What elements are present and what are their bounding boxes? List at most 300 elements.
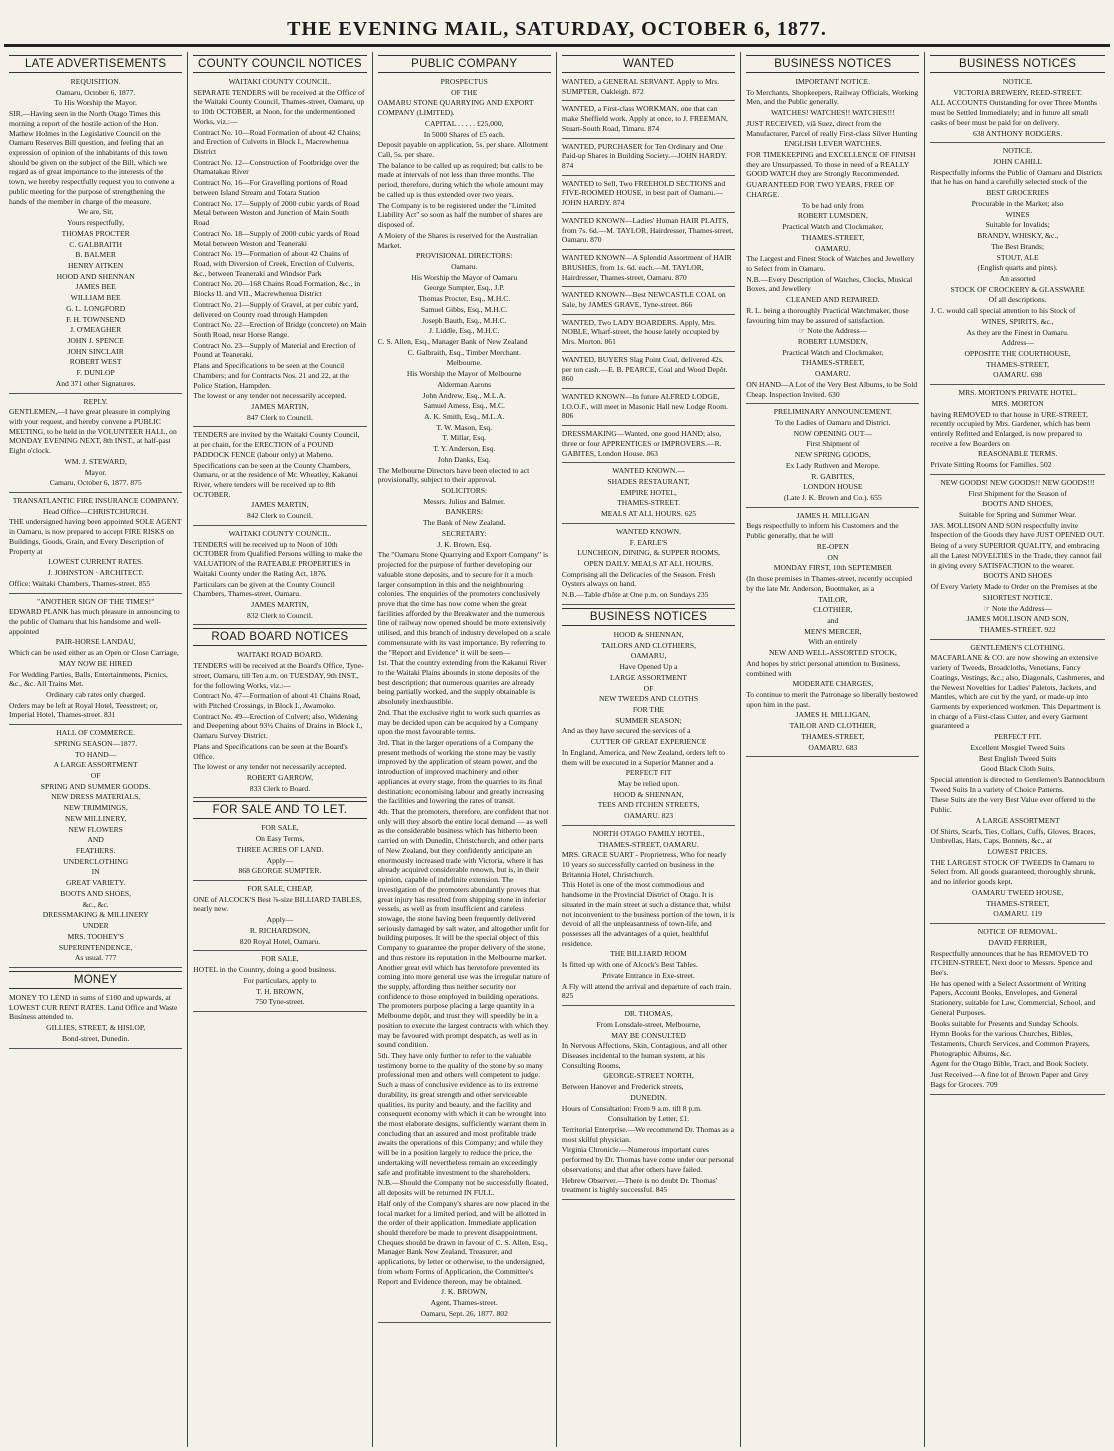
ad-line: With an entirely xyxy=(808,637,858,647)
ad-line: To be had only from xyxy=(801,200,864,210)
ad-line: George Sumpter, Esq., J.P. xyxy=(423,283,505,293)
ad-line: JAMES MARTIN, xyxy=(251,500,309,510)
ad-line: Contract No. 10—Road Formation of about 42 Chains; and Erection of Culverts in Block I., Macrewhenua District xyxy=(193,127,361,157)
ad-line: JAMES H. MILLIGAN, xyxy=(795,710,871,720)
ad-line: NEW FLOWERS xyxy=(68,824,123,834)
ad-line: GREAT VARIETY. xyxy=(65,878,126,888)
ad-line: ALL ACCOUNTS Outstanding for over Three Months must be Settled Immediately; and in future all small casks of beer must be paid for on delivery. xyxy=(930,98,1098,127)
ad-line: Apply— xyxy=(266,915,294,925)
section-ad xyxy=(562,466,735,524)
ad-line: C. Galbraith, Esq., Timber Merchant. xyxy=(407,347,521,357)
ad-line: GILLIES, STREET, & HISLOP, xyxy=(46,1023,146,1033)
ad-line: WANTED KNOWN—In future ALFRED LODGE, I.O.O.F., will meet in Masonic Hall new Lodge Room. 806 xyxy=(561,391,728,421)
ad-line: To His Worship the Mayor. xyxy=(54,98,137,108)
ad-line: The "Oamaru Stone Quarrying and Export Company" is projected for the purpose of further developing our valuable stone deposits, and to secure for it a much larger consumption in this and the neighbouring colonies. The enquiries of the promoters conclusively prove that the time has now come when the great facilities afforded by the Breakwater and the numerous line of railway now opened should be more extensively utilised, and this branch of industry developed on a scale commensurate with its vast importance. By referring to the "Report and Evidence" it will be seen— xyxy=(377,550,551,657)
ad-line: DUNEDIN. xyxy=(630,1092,667,1102)
ad-line: WANTED, PURCHASER for Ten Ordinary and One Paid-up Shares in Building Society.—JOHN HARDY. 874 xyxy=(561,141,727,171)
ad-line: OAMARU STONE QUARRYING AND EXPORT COMPANY (LIMITED). xyxy=(377,98,534,118)
section-heading: WANTED xyxy=(562,55,735,73)
ad-line: As they are the Finest in Oamaru. xyxy=(966,327,1069,337)
ad-line: Suitable for Spring and Summer Wear. xyxy=(958,510,1077,520)
ad-line: CLEANED AND REPAIRED. xyxy=(786,295,880,305)
ad-line: N.B.—Every Description of Watches, Clocks, Musical Boxes, and Jewellery xyxy=(746,274,913,294)
ad-line: Specifications can be seen at the County Chambers, Oamaru, or at the residence of Mr. Wheatley, Kakanui River, where tenders will be received up to 8th OCTOBER. xyxy=(193,460,358,499)
ad-line: A Moiety of the Shares is reserved for the Australian Market. xyxy=(377,230,538,250)
section2-ad xyxy=(562,630,735,826)
ad-title: WANTED KNOWN.— xyxy=(612,466,685,476)
ad-line: WINES xyxy=(1005,209,1030,219)
ad-line: TENDERS are invited by the Waitaki County Council, at per chain, for the ERECTION of a POUND PADDOCK FENCE (labour only) at Maheno. xyxy=(193,430,360,459)
ad-line: TAILOR AND CLOTHIER, xyxy=(789,721,877,731)
section-heading: PUBLIC COMPANY xyxy=(378,55,551,73)
ad-line: BOOTS AND SHOES, xyxy=(982,499,1053,509)
ad-line: OF THE xyxy=(451,87,478,97)
ad-line: OAMARU TWEED HOUSE, xyxy=(972,887,1064,897)
ad-line: CAPITAL . . . . . £25,000, xyxy=(424,118,504,128)
section-ad xyxy=(746,77,919,404)
ad-title: WANTED KNOWN. xyxy=(616,526,682,536)
ad-line: J. C. would call special attention to his Stock of xyxy=(930,306,1076,316)
ad-line: THE undersigned having been appointed SOLE AGENT in Oamaru, is now prepared to accept FIRE RISKS on Buildings, Goods, Grain, and Every Description of Property at xyxy=(9,517,182,556)
section-ad xyxy=(562,77,735,101)
ad-line: Contract No. 47—Formation of about 41 Chains Road, with Pitched Crossings, in Block I., Awamoko. xyxy=(193,691,361,710)
ad-line: BOOTS AND SHOES xyxy=(983,571,1053,581)
ad-line: The Bank of New Zealand. xyxy=(423,518,506,528)
ad-line: JAMES MARTIN, xyxy=(251,599,309,609)
ad-line: NEW AND WELL-ASSORTED STOCK, xyxy=(768,648,897,658)
section-ad xyxy=(562,392,735,426)
ad-line: Orders may be left at Royal Hotel, Teesstreet; or, Imperial Hotel, Thames-street. 831 xyxy=(9,700,158,720)
ad-line: BOOTS AND SHOES, xyxy=(60,888,131,898)
ad-line: DAVID FERRIER, xyxy=(988,937,1047,947)
ad-line: B. BALMER xyxy=(75,250,116,260)
ad-line: ROBERT GARROW, xyxy=(246,773,314,782)
ad-line: Contract No. 16—For Gravelling portions of Road between Island Stream and Totara Station xyxy=(193,178,348,197)
column-business-notices-1 xyxy=(741,52,925,1447)
section-ad xyxy=(562,290,735,314)
ad-line: FOR THE xyxy=(632,704,665,714)
ad-line: SPRING SEASON—1877. xyxy=(54,738,138,748)
section-ad xyxy=(9,597,182,726)
ad-line: Mayor. xyxy=(84,467,107,477)
ad-line: WANTED, a First-class WORKMAN, one that can make Sheffield work. Apply at once, to J. FREEMAN, Stuart-South Road, Timaru. 874 xyxy=(561,104,728,133)
ad-line: ROBERT LUMSDEN, xyxy=(797,211,868,221)
ad-line: Private Entrance in Exe-street. xyxy=(602,970,695,980)
section-ad xyxy=(193,529,366,625)
column-late-advertisements xyxy=(4,52,188,1447)
ad-line: MEALS AT ALL HOURS. 625 xyxy=(600,509,697,519)
ad-line: To Merchants, Shopkeepers, Railway Officials, Working Men, and the Public generally. xyxy=(746,87,919,107)
ad-line: JOHN CAHILL xyxy=(993,157,1043,167)
ad-line: DRESSMAKING—Wanted, one good HAND; also, three or four APPRENTICES or IMPROVERS.—R. GABITES, London House. 863 xyxy=(561,429,722,458)
ad-line: Excellent Mosgiel Tweed Suits xyxy=(970,742,1065,752)
ad-line: SOLICITORS: xyxy=(441,486,488,496)
column-business-notices-2 xyxy=(925,52,1109,1447)
ad-line: UNDER xyxy=(82,921,109,931)
ad-line: We are, Sir, xyxy=(77,207,114,217)
ad-title: WAITAKI COUNTY COUNCIL. xyxy=(228,528,332,538)
ad-line: HENRY AITKEN xyxy=(68,260,124,270)
ad-line: C. GALBRAITH xyxy=(69,239,123,249)
ad-line: Contract No. 21—Supply of Gravel, at per cubic yard, delivered on County road through Hampden xyxy=(193,299,359,319)
ad-line: WANTED, BUYERS Slag Point Coal, delivered 42s. per ton cash.—E. B. PEARCE, Coal and Wood Depôt. 860 xyxy=(561,354,728,384)
ad-line: Address— xyxy=(1001,338,1034,348)
section-ad xyxy=(9,728,182,968)
section-ad xyxy=(562,355,735,389)
ad-line: Between Hanover and Frederick streets, xyxy=(561,1082,684,1092)
section-ad xyxy=(562,253,735,287)
ad-line: ENGLISH LEVER WATCHES. xyxy=(784,139,882,149)
ad-line: Practical Watch and Clockmaker, xyxy=(782,347,884,357)
ad-line: SHORTEST NOTICE. xyxy=(982,592,1053,602)
ad-line: NEW SPRING GOODS, xyxy=(794,450,871,460)
ad-line: Comprising all the Delicacies of the Season. Fresh Oysters always on hand. xyxy=(561,569,716,589)
section-heading: BUSINESS NOTICES xyxy=(746,55,919,73)
ad-line: The balance to be called up as required; but calls to be made at intervals of not less than three months. The period, therefore, during which the whole amount may be called up is thus extended over two years. xyxy=(377,160,544,199)
ad-line: Oamaru, October 6, 1877. xyxy=(56,87,136,97)
ad-line: 3rd. That in the larger operations of a Company the present methods of working the stone may be vastly improved by the application of steam power, and the introduction of improved machinery and other appliances at every stage, from the quarries to its final destination; economising labour and greatly increasing the facilities and lowering the rates of transit. xyxy=(377,738,544,806)
column-wanted xyxy=(557,52,741,1447)
ad-line: IN xyxy=(91,867,100,877)
ad-line: Messrs. Julius and Balmer. xyxy=(423,496,506,506)
ad-line: Samuel Amess, Esq., M.C. xyxy=(423,401,505,411)
ad-line: LARGE ASSORTMENT xyxy=(610,672,688,682)
ad-line: FOR TIMEKEEPING and EXCELLENCE OF FINISH they are Unsurpassed. To those in need of a REALLY GOOD WATCH they are Strongly Recommended. xyxy=(746,150,916,179)
ad-line: An assorted xyxy=(999,273,1036,283)
section-heading: BUSINESS NOTICES xyxy=(930,55,1104,73)
ad-line: MONDAY FIRST, 10th SEPTEMBER xyxy=(773,563,892,573)
ad-line: JAMES MOLLISON AND SON, xyxy=(966,614,1069,624)
ad-title: NORTH OTAGO FAMILY HOTEL, xyxy=(592,828,705,838)
ad-line: EDWARD PLANK has much pleasure in announcing to the public of Oamaru that his handsome and well-appointed xyxy=(9,607,180,636)
ad-line: OAMARU. xyxy=(815,243,851,253)
ad-line: HOTEL in the Country, doing a good business. xyxy=(193,965,337,975)
section-ad xyxy=(9,77,182,394)
ad-line: Best English Tweed Suits xyxy=(978,753,1057,763)
ad-title: FOR SALE, xyxy=(261,823,299,833)
section-ad xyxy=(746,407,919,507)
ad-line: Ex Lady Ruthven and Merope. xyxy=(785,460,880,470)
ad-line: MODERATE CHARGES, xyxy=(792,679,874,689)
section-ad xyxy=(9,496,182,593)
ad-line: PROVISIONAL DIRECTORS: xyxy=(416,251,513,261)
ad-line: WANTED to Sell, Two FREEHOLD SECTIONS and FIVE-ROOMED HOUSE, in best part of Oamaru.—JOHN HARDY. 874 xyxy=(561,178,726,208)
ad-line: T. Millar, Esq. xyxy=(442,433,487,443)
ad-line: T. H. BROWN, xyxy=(256,986,304,996)
ad-line: Virginia Chronicle.—Numerous important cures performed by Dr. Thomas have come under our personal observations; and that after others have failed. xyxy=(561,1145,735,1174)
ad-line: A LARGE ASSORTMENT xyxy=(975,815,1060,825)
ad-title: NOTICE. xyxy=(1002,77,1033,86)
ad-line: NEW MILLINERY, xyxy=(64,813,127,823)
ad-line: Hymn Books for the various Churches, Bibles, Testaments, Church Services, and Common Prayers, Photographic Albums, &c. xyxy=(930,1029,1090,1058)
ad-line: NEW DRESS MATERIALS, xyxy=(51,792,141,802)
ad-line: Yours respectfully, xyxy=(67,218,125,228)
ad-line: Thomas Procter, Esq., M.H.C. xyxy=(418,294,511,304)
ad-title: NOTICE. xyxy=(1002,146,1033,156)
ad-line: OAMARU. 119 xyxy=(993,909,1042,919)
ad-line: TAILOR, xyxy=(818,594,848,604)
ad-line: And hopes by strict personal attention to Business, combined with xyxy=(746,658,901,678)
ad-line: Samuel Gibbs, Esq., M.H.C. xyxy=(420,304,508,314)
ad-line: Is fitted up with one of Alcock's Best Tables. xyxy=(561,960,698,970)
money-ad xyxy=(9,993,182,1049)
section-ad xyxy=(562,527,735,605)
section2-ad xyxy=(562,829,735,1006)
ad-line: Have Opened Up a xyxy=(619,662,678,672)
ad-line: 1st. That the country extending from the Kakanui River to the Waitaki Plains abounds in stone deposits of the best description; that numerous quarries are already being partially worked, and the supply obtainable is absolutely inexhaustible. xyxy=(377,658,547,707)
section-heading: BUSINESS NOTICES xyxy=(562,608,735,626)
ad-line: Alderman Aarons xyxy=(437,379,492,389)
ad-line: WANTED, Two LADY BOARDERS. Apply, Mrs. NOBLE, Wharf-street, the house lately occupied by Mrs. Morton. 861 xyxy=(561,317,720,347)
ad-line: GENTLEMEN,—I have great pleasure in complying with your request, and hereby convene a PUBLIC MEETING, to be held in the VOLUNTEER HALL, on MONDAY EVENING NEXT, 8th INST., at half-past Eight o'clock. xyxy=(9,407,177,456)
ad-title: NEW GOODS! NEW GOODS!! NEW GOODS!!! xyxy=(940,477,1095,487)
ad-line: Consultation by Letter, £1. xyxy=(607,1114,690,1124)
ad-title: TRANSATLANTIC FIRE INSURANCE COMPANY. xyxy=(12,496,179,506)
ad-line: Begs respectfully to inform his Customers and the Public generally, that he will xyxy=(746,521,899,541)
ad-line: BEST GROCERIES xyxy=(986,188,1049,198)
ad-line: In England, America, and New Zealand, orders left to them will be executed in a Superior Manner and a xyxy=(561,747,725,767)
ad-line: In 5000 Shares of £5 each. xyxy=(423,129,505,139)
column-public-company xyxy=(373,52,557,1447)
ad-line: MACFARLANE & CO. are now showing an extensive variety of Tweeds, Broadcloths, Venetians, Fancy Coatings, Vestings, &c.; also, Diagonals, Cashmeres, and the Newest Novelties for Ladies' Paletots, Jackets, and Mantles, which are cut by the yard, or made-up into Garments by experienced workmen. This Department is in charge of a First-class Cutter, and every Garment guaranteed a xyxy=(930,653,1105,731)
ad-line: Procurable in the Market; also xyxy=(971,198,1064,208)
ad-line: NEW TWEEDS AND CLOTHS xyxy=(599,694,699,704)
ad-line: Camaru, October 6, 1877. 875 xyxy=(49,478,142,488)
ad-line: Ordinary cab rates only charged. xyxy=(46,689,146,699)
ad-title: REQUISITION. xyxy=(70,77,121,86)
ad-line: OF xyxy=(90,771,101,780)
ad-line: EMPIRE HOTEL, xyxy=(620,487,677,497)
section-ad xyxy=(193,430,366,525)
ad-line: 832 Clerk to Council. xyxy=(247,610,313,620)
ad-line: DRESSMAKING & MILLINERY xyxy=(42,910,149,920)
ad-line: He has opened with a Select Assortment of Writing Papers, Account Books, Envelopes, and General Stationery, suitable for Law, Commercial, School, and General Purposes. xyxy=(930,978,1096,1017)
ad-line: THREE ACRES OF LAND. xyxy=(236,844,324,854)
ad-line: J. Liddle, Esq., M.H.C. xyxy=(429,326,500,336)
ad-line: OAMARU. 683 xyxy=(808,742,858,752)
ad-line: Contract No. 18—Supply of 2000 cubic yards of Road Metal between Weston and Teaneraki xyxy=(193,228,360,248)
ad-line: SUMMER SEASON; xyxy=(615,715,682,725)
ad-line: THAMES-STREET, xyxy=(801,232,865,242)
ad-line: 4th. That the promoters, therefore, are confident that not only will they absorb the entire local demand — as well as the considerable business which has hitherto been carried on with Dunedin, Christchurch, and other parts of New Zealand, but they confidently anticipate an enormously increased trade with Victoria, where it has already acquired considerable renown, but is, in their opinion, capable of indefinite extension. The investigation of the promoters abundantly proves that great injury has resulted from shipping stone in inferior vessels, as well as from insufficient and careless stowage, the stone having been frequently delivered seriously damaged by salt water, and altogether unfit for building purposes. It will be the special object of this Company to guarantee the proper delivery of the stone, and thus restore its reputation in the Melbourne market. Another great evil which has heretofore prevented its coming into more general use was the irregular nature of the supply, affording thus neither security nor confidence to those employed in building operations. The promoters purpose placing a large quantity in a Melbourne depôt, and trust they will speedily be in a position to execute the largest contracts with which they may be favoured with prompt despatch, as well as in sound condition. xyxy=(377,807,550,1050)
ad-line: And 371 other Signatures. xyxy=(55,378,136,388)
ad-line: The Best Brands; xyxy=(991,241,1044,251)
ad-line: Respectfully announces that he has REMOVED TO ITCHEN-STREET, Next door to Messrs. Spence and Bee's. xyxy=(930,948,1093,977)
ad-line: WANTED KNOWN—Ladies' Human HAIR PLAITS, from 7s. 6d.—M. TAYLOR, Hairdresser, Thames-street, Oamaru. 870 xyxy=(561,215,734,245)
ad-line: Just Received—A fine lot of Brown Paper and Grey Bags for Grocers. 709 xyxy=(930,1070,1089,1089)
ad-line: Bond-street, Dunedin. xyxy=(62,1033,130,1043)
ad-line: John Andrew, Esq., M.L.A. xyxy=(422,390,506,400)
ad-line: OPPOSITE THE COURTHOUSE, xyxy=(964,348,1071,358)
ad-line: Which can be used either as an Open or Close Carriage, xyxy=(9,648,179,658)
ad-line: SEPARATE TENDERS will be received at the Office of the Waitaki County Council, Thames-street, Oamaru, up to 10th OCTOBER, at Noon, for the undermentioned Works, viz.:— xyxy=(193,87,365,126)
ad-line: JUST RECEIVED, viâ Suez, direct from the Manufacturer, Parcel of really First-class Silver Hunting xyxy=(746,118,918,138)
ad-line: The Largest and Finest Stock of Watches and Jewellery to Select from in Oamaru. xyxy=(746,254,915,273)
ad-line: Of all descriptions. xyxy=(988,295,1047,305)
ad-line: REASONABLE TERMS. xyxy=(978,449,1058,459)
column-county-council xyxy=(188,52,372,1447)
ad-title: GENTLEMEN'S CLOTHING. xyxy=(970,642,1065,652)
ad-line: &c., &c. xyxy=(82,899,109,909)
section-ad xyxy=(562,318,735,352)
ad-line: May be relied upon. xyxy=(617,778,680,788)
ad-line: From Lonsdale-street, Melbourne, xyxy=(596,1019,701,1029)
ad-line: LOWEST CURRENT RATES. xyxy=(48,557,144,567)
ad-line: ONE of ALCOCK'S Best ⅞-size BILLIARD TABLES, nearly new. xyxy=(193,894,362,914)
ad-line: J. JOHNSTON · ARCHITECT. xyxy=(47,568,144,578)
ad-title: FOR SALE, CHEAP, xyxy=(247,884,313,894)
ad-line: R. L. being a thoroughly Practical Watchmaker, those favouring him may be assured of satisfaction. xyxy=(746,305,909,325)
ad-line: GUARANTEED FOR TWO YEARS, FREE OF CHARGE. xyxy=(746,180,895,199)
ad-line: And as they have secured the services of a xyxy=(561,726,691,736)
ad-line: HOOD & SHENNAN, xyxy=(613,789,684,799)
ad-line: Contract No. 17—Supply of 2000 cubic yards of Road Metal between Weston and Junction of Main South Road xyxy=(193,198,360,228)
section-ad xyxy=(562,429,735,463)
ad-title: NOTICE OF REMOVAL. xyxy=(977,927,1058,937)
ad-line: VICTORIA BREWERY, REED-STREET. xyxy=(953,87,1082,97)
ad-line: WANTED KNOWN—Best NEWCASTLE COAL on Sale, by JAMES GRAVE, Tyne-street. 866 xyxy=(561,290,726,309)
ad-line: TEES AND ITCHEN STREETS, xyxy=(597,800,700,810)
ad-line: THAMES-STREET, xyxy=(986,898,1050,908)
ad-line: His Worship the Mayor of Oamaru xyxy=(411,272,518,282)
ad-line: This Hotel is one of the most commodious and handsome in the Provincial District of Otago. It is situated in the main street at such a distance that, whilst not inconvenient to the business portion of the town, it is devoid of all the unpleasantness of town-life, and possesses all the advantages of a quiet, healthful residence. xyxy=(561,880,735,948)
ad-line: CLOTHIER, xyxy=(813,605,853,615)
section3-ad xyxy=(193,823,366,881)
ad-title: "ANOTHER SIGN OF THE TIMES!" xyxy=(37,596,155,606)
ad-line: STOCK OF CROCKERY & GLASSWARE xyxy=(950,284,1085,294)
ad-line: The lowest or any tender not necessarily accepted. xyxy=(193,762,347,772)
ad-line: A Fly will attend the arrival and departure of each train. 825 xyxy=(561,981,732,1001)
ad-line: Practical Watch and Clockmaker, xyxy=(782,222,884,232)
ad-line: (Late J. K. Brown and Co.). 655 xyxy=(783,493,882,503)
ad-title: REPLY. xyxy=(83,396,108,406)
ad-line: 638 ANTHONY RODGERS. xyxy=(972,128,1063,138)
ad-line: 868 GEORGE SUMPTER. xyxy=(238,866,322,876)
section-ad xyxy=(562,142,735,176)
ad-line: THE LARGEST STOCK OF TWEEDS In Oamaru to Select from. All goods guaranteed, thoroughly shrunk, and no inferior goods kept. xyxy=(930,857,1096,887)
ad-line: OAMARU. xyxy=(815,369,851,379)
section-heading: MONEY xyxy=(9,971,182,989)
ad-line: TAILORS AND CLOTHIERS, xyxy=(601,640,697,650)
ad-line: Hebrew Observer.—There is no doubt Dr. Thomas' treatment is highly successful. 845 xyxy=(561,1175,718,1195)
ad-line: F. DUNLOP xyxy=(76,368,115,378)
section3-ad xyxy=(193,884,366,951)
ad-line: NOW OPENING OUT— xyxy=(793,428,872,438)
ad-line: THAMES-STREET, xyxy=(986,359,1050,369)
ad-line: BANKERS: xyxy=(445,507,484,517)
ad-line: To continue to merit the Patronage so liberally bestowed upon him in the past. xyxy=(746,689,918,709)
ad-line: TENDERS will be received at the Board's Office, Tyne-street, Oamaru, till Ten a.m. on TUESDAY, 9th INST., for the following Works, viz.:— xyxy=(193,661,364,690)
ad-line: UNDERCLOTHING xyxy=(63,856,129,866)
ad-line: Being of a very SUPERIOR QUALITY, and embracing all the Latest NOVELTIES in the Trade, they cannot fail in giving every SATISFACTION to the wearer. xyxy=(930,541,1102,570)
ad-line: TENDERS will be received up to Noon of 10th OCTOBER from Qualified Persons willing to make the VALUATION of the RATEABLE PROPERTIES in Waitaki County under the Rating Act, 1876. xyxy=(193,539,363,578)
ad-line: JOHN SINCLAIR xyxy=(67,346,124,356)
ad-line: GEORGE-STREET NORTH, xyxy=(603,1071,694,1081)
ad-title: DR. THOMAS, xyxy=(624,1009,673,1019)
ad-line: 5th. They have only further to refer to the valuable testimony borne to the quality of the stone by so many professional men and others well competent to judge. Such a mass of conclusive evidence as to its extreme durability, its great strength and other serviceable qualities, its purity and beauty, and the facility and consequent economy with which it can be wrought into the most elaborate designs, sufficiently warrant them in concluding that an assured and most profitable trade awaits the operations of this Company; and while they will be in a position largely to reduce the price, the undertaking will nevertheless remain an exceedingly safe and profitable investment to the shareholders. xyxy=(377,1051,547,1177)
ad-line: ROBERT WEST xyxy=(69,357,122,367)
ad-line: 833 Clerk to Board. xyxy=(249,783,311,793)
ad-line: THAMES-STREET. 922 xyxy=(979,624,1056,634)
ad-line: 2nd. That the exclusive right to work such quarries as may be decided upon can be acquired by a Company upon the most favourable terms. xyxy=(377,707,541,737)
ad-line: Melbourne. xyxy=(446,358,482,368)
ad-line: John Danks, Esq. xyxy=(437,454,491,464)
ad-line: Oamaru, Sept. 26, 1877. 802 xyxy=(420,1308,508,1318)
ad-line: N.B.—Should the Company not be successfully floated, all deposits will be returned IN FULL. xyxy=(377,1178,549,1198)
ad-title: HALL OF COMMERCE. xyxy=(56,728,136,738)
ad-line: Office: Waitaki Chambers, Thames-street. 855 xyxy=(9,578,151,588)
ad-line: F. H. TOWNSEND xyxy=(66,314,126,324)
ad-line: SUPERINTENDENCE, xyxy=(58,942,133,952)
ad-line: TO HAND— xyxy=(74,749,117,759)
ad-line: Private Sitting Rooms for Families. 502 xyxy=(930,460,1052,470)
section-ad xyxy=(378,77,551,1323)
ad-line: Particulars can be given at the County Council Chambers, Thames-street, Oamaru. xyxy=(193,579,335,599)
ad-line: The Melbourne Directors have been elected to act provisionally, subject to their approval. xyxy=(377,465,530,485)
ad-line: First Shipment of xyxy=(806,439,860,449)
ad-line: SIR,—Having seen in the North Otago Times this morning a report of the hostile action of the Hon. Mathew Holmes in the Legislative Council on the Oamaru Reserves Bill question, and feeling that an expression of opinion of the inhabitants of this town should be given on the subject of the Bill, which we regard as of great importance to the interests of the town, we hereby respectfully request you to convene a public meeting for the purpose of strengthening the hands of the member in charge of the measure. xyxy=(9,109,175,206)
ad-title: HOOD & SHENNAN, xyxy=(613,629,684,639)
ad-line: T. W. Mason, Esq. xyxy=(436,422,493,432)
ad-line: FEATHERS. xyxy=(75,846,116,856)
ad-title: FOR SALE, xyxy=(261,954,299,964)
ad-line: OF xyxy=(643,683,654,693)
ad-line: 842 Clerk to Council. xyxy=(247,511,313,521)
ad-line: Respectfully informs the Public of Oamaru and Districts that he has on hand a carefully selected stock of the xyxy=(930,167,1102,187)
section-heading: COUNTY COUNCIL NOTICES xyxy=(193,55,366,73)
ad-line: MONEY TO LEND in sums of £100 and upwards, at LOWEST CUR RENT RATES. Land Office and Waste Business attended to. xyxy=(9,992,178,1022)
ad-line: Oamaru. xyxy=(451,261,478,271)
ad-line: OAMARU. 698 xyxy=(993,370,1043,380)
ad-line: CUTTER OF GREAT EXPERIENCE xyxy=(590,737,707,747)
ad-line: Contract No. 12—Construction of Footbridge over the Otamatakau River xyxy=(193,157,359,177)
ad-line: MAY BE CONSULTED xyxy=(611,1030,686,1040)
section-ad xyxy=(930,388,1104,475)
ad-line: OAMARU, xyxy=(630,651,667,661)
ad-line: Apply— xyxy=(266,855,294,865)
ad-line: WINES, SPIRITS, &c., xyxy=(981,316,1054,326)
ad-line: First Shipment for the Season of xyxy=(968,488,1067,498)
ad-line: The Company is to be registered under the "Limited Liability Act" so soon as half the number of shares are disposed of. xyxy=(377,200,543,230)
ad-title: PRELIMINARY ANNOUNCEMENT. xyxy=(773,407,892,417)
ad-line: ☞ Note the Address— xyxy=(983,603,1052,613)
ad-line: PERFECT FIT. xyxy=(994,732,1042,742)
ad-line: Joseph Bauth, Esq., M.H.C. xyxy=(421,315,507,325)
ad-line: Territorial Enterprise.—We recommend Dr. Thomas as a most skilful physician. xyxy=(561,1124,734,1144)
ad-line: Deposit payable on application, 5s. per share. Allotment Call, 5s. per share. xyxy=(377,140,548,160)
ad-line: WANTED, a GENERAL SERVANT. Apply to Mrs. SUMPTER, Oakleigh. 872 xyxy=(561,77,720,96)
ad-line: THOMAS PROCTER xyxy=(61,228,130,238)
newspaper-page xyxy=(4,52,1110,1447)
ad-line: A LARGE ASSORTMENT xyxy=(53,760,138,770)
section2-ad xyxy=(562,1009,735,1200)
section-heading: FOR SALE AND TO LET. xyxy=(193,801,366,819)
masthead-title: THE EVENING MAIL, SATURDAY, OCTOBER 6, 1877. xyxy=(287,18,827,40)
ad-line: THAMES-STREET, xyxy=(801,731,865,741)
ad-line: ON HAND—A Lot of the Very Best Albums, to be Sold Cheap. Inspection Invited. 630 xyxy=(746,379,918,399)
ad-line: OAMARU. 823 xyxy=(624,811,674,821)
section-ad xyxy=(930,643,1104,924)
ad-line: SHADES RESTAURANT, xyxy=(607,477,690,486)
ad-line: Of Every Variety Made to Order on the Premises at the xyxy=(930,582,1098,592)
section-ad xyxy=(562,179,735,213)
ad-line: Special attention is directed to Gentlemen's Bannockburn Tweed Suits In a variety of Choice Patterns. xyxy=(930,775,1105,794)
ad-line: JAMES BEE xyxy=(75,282,116,292)
ad-line: 750 Tyne-street. xyxy=(255,997,305,1007)
ad-line: MRS. GRACE SUART - Proprietress, Who for nearly 10 years so successfully carried on business in the Britannia Hotel, Christchurch. xyxy=(561,850,727,879)
section-ad xyxy=(930,478,1104,640)
ad-line: Agent, Thames-street. xyxy=(430,1297,498,1307)
